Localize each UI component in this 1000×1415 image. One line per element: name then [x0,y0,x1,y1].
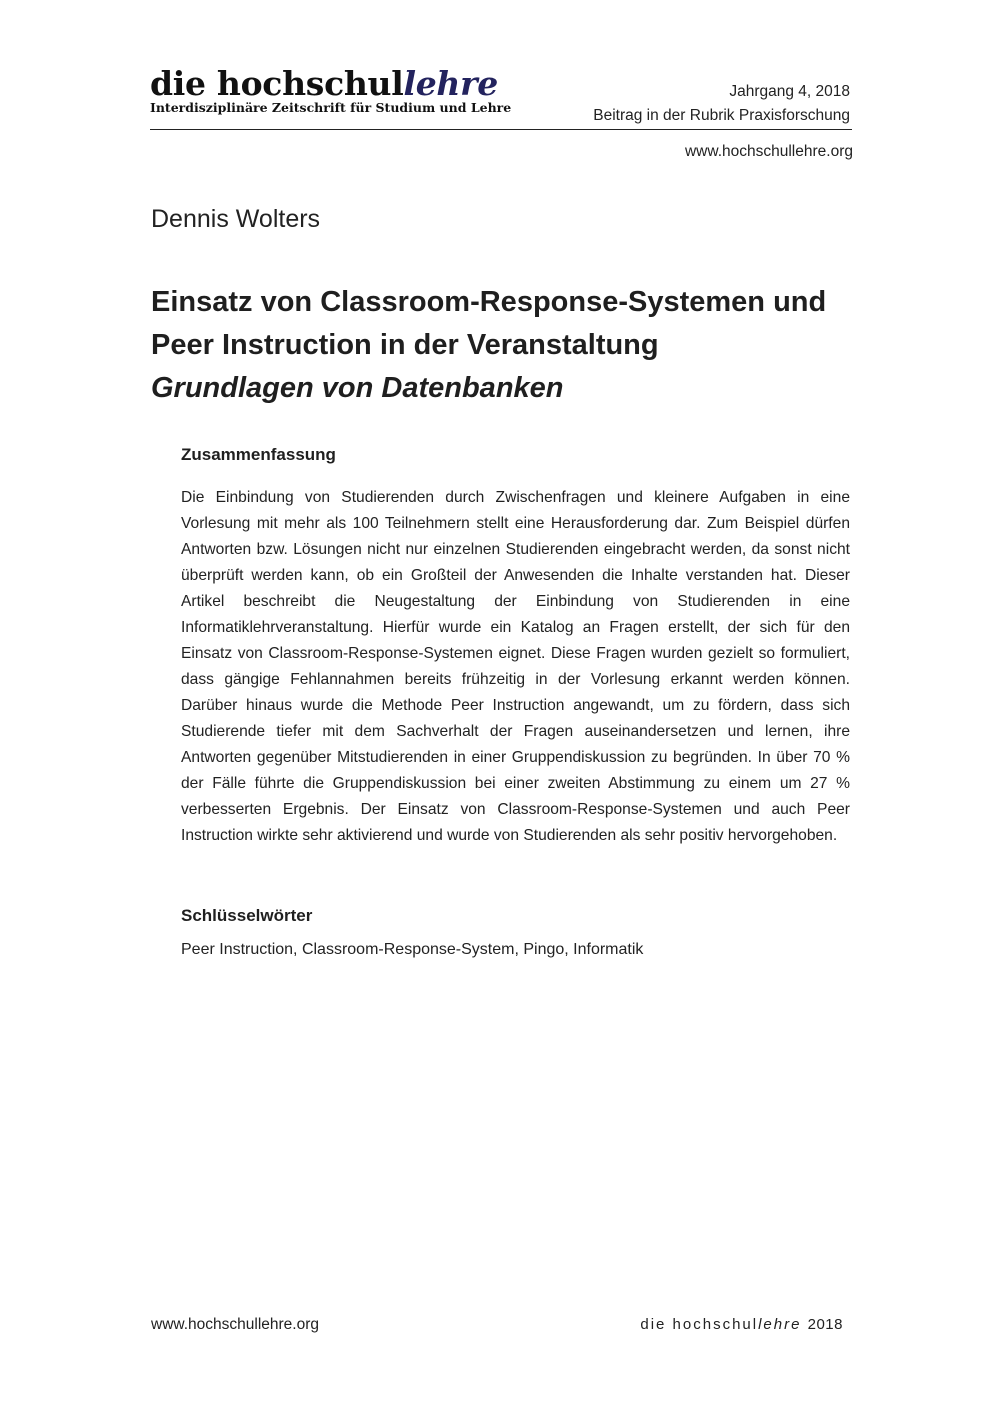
footer-url[interactable]: www.hochschullehre.org [151,1316,320,1333]
header-url[interactable]: www.hochschullehre.org [684,143,853,160]
title-line-2: Peer Instruction in der Veranstaltung [151,329,659,361]
title-italic-line: Grundlagen von Datenbanken [151,372,564,404]
journal-logo-title [150,66,510,102]
title-line-1: Einsatz von Classroom-Response-Systemen und [151,286,827,318]
logo-part1: die hochschul [150,64,404,103]
keywords-text: Peer Instruction, Classroom-Response-System, Pingo, Informatik [181,941,644,958]
article-title [151,281,871,410]
header-meta [593,80,850,128]
journal-subtitle: Interdisziplinäre Zeitschrift für Studium und Lehre [150,100,512,115]
abstract-text: Die Einbindung von Studierenden durch Zwischenfragen und kleinere Aufgaben in eine Vorlesung mit mehr als 100 Teilnehmern stellt eine Herausforderung dar. Zum Beispiel dürfen Antworten bzw. Lösungen nicht nur einzelnen Studierenden eingebracht werden, da sonst nicht überprüft werden kann, ob ein Großteil der Anwesenden die Inhalte verstanden hat. Dieser Artikel beschreibt die Neugestaltung der Einbindung von Studierenden in eine Informatiklehrveranstaltung. Hierfür wurde ein Katalog an Fragen erstellt, der sich für den Einsatz von Classroom-Response-Systemen eignet. Diese Fragen wurden gezielt so formuliert, dass gängige Fehlannahmen bereits frühzeitig in der Vorlesung erkannt werden können. Darüber hinaus wurde die Methode Peer Instruction angewandt, um zu fördern, dass sich Studierende tiefer mit dem Sachverhalt der Fragen auseinandersetzen und lernen, ihre Antworten gegenüber Mitstudierenden in einer Gruppendiskussion zu begründen. In über 70 % der Fälle führte die Gruppendiskussion bei einer zweiten Abstimmung zu einem um 27 % verbesserten Ergebnis. Der Einsatz von Classroom-Response-Systemen und auch Peer Instruction wirkte sehr aktivierend und wurde von Studierenden als sehr positiv hervorgehoben. [181,489,850,844]
footer-year: 2018 [807,1316,843,1333]
footer-brand-part1: die hochschul [640,1316,759,1333]
journal-logo [150,66,510,115]
abstract-heading: Zusammenfassung [181,445,336,464]
journal-volume: Jahrgang 4, 2018 [729,83,850,100]
journal-rubric: Beitrag in der Rubrik Praxisforschung [593,107,850,124]
logo-part2: lehre [403,64,498,103]
keywords-heading: Schlüsselwörter [181,906,313,925]
footer-brand [640,1314,843,1336]
footer-brand-part2: lehre [758,1316,802,1333]
author-name: Dennis Wolters [151,205,321,233]
header-divider [150,129,852,130]
